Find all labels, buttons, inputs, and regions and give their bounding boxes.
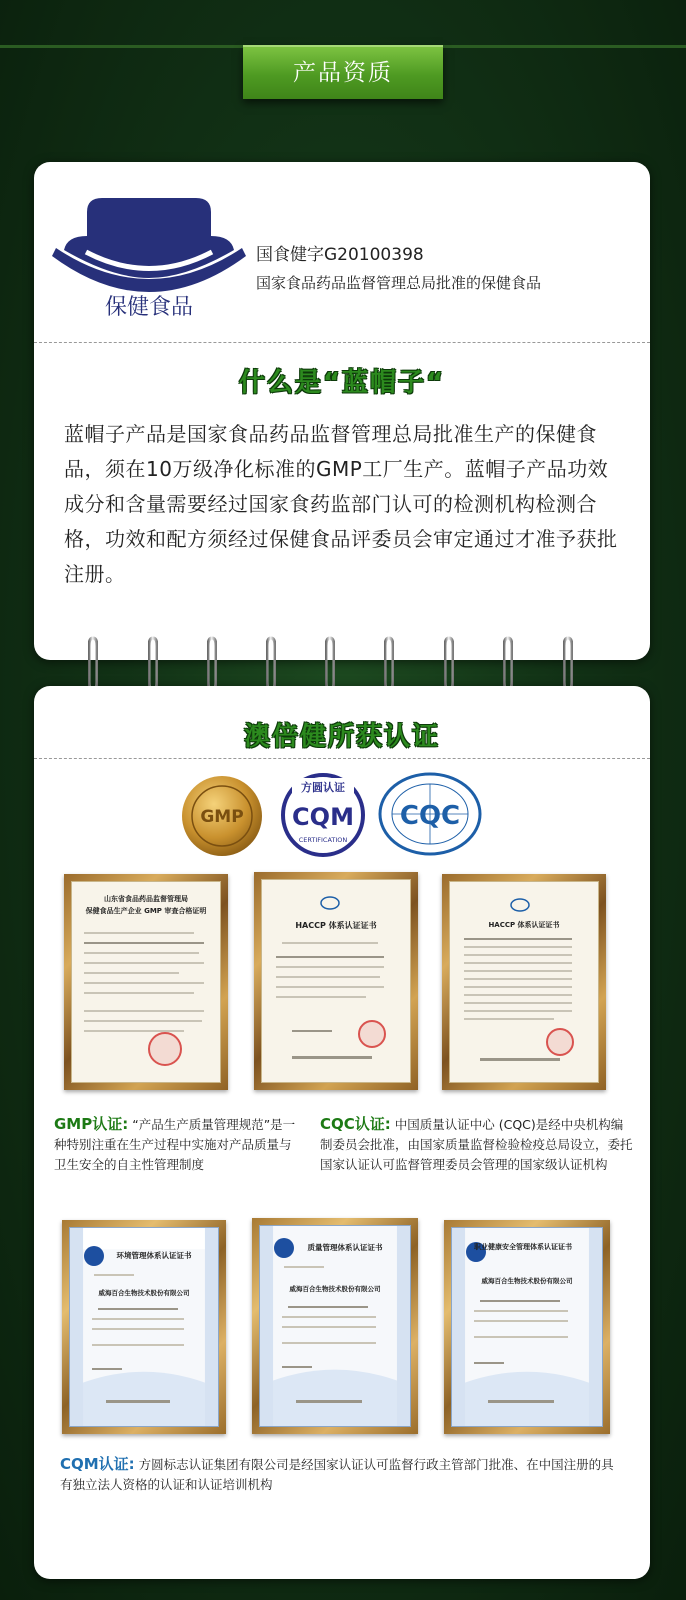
svg-text:CQC: CQC bbox=[399, 801, 461, 831]
cqc-badge-icon bbox=[378, 772, 482, 856]
cqm-badge-icon bbox=[278, 770, 368, 860]
binder-ring-icon bbox=[563, 636, 573, 692]
haccp-certificate-2: HACCP 体系认证证书 bbox=[442, 874, 606, 1090]
section-title-tab: 产品资质 bbox=[243, 45, 443, 99]
registration-number: 国食健字G20100398 bbox=[256, 245, 424, 265]
health-food-logo-icon bbox=[46, 190, 252, 322]
svg-text:CERTIFICATION: CERTIFICATION bbox=[298, 836, 348, 844]
binder-ring-icon bbox=[444, 636, 454, 692]
occupational-safety-certificate: 职业健康安全管理体系认证证书 威海百合生物技术股份有限公司 bbox=[444, 1220, 610, 1434]
svg-text:GMP: GMP bbox=[200, 807, 244, 827]
cqm-caption: CQM认证: 方圆标志认证集团有限公司是经国家认证认可监督行政主管部门批准、在中国注册的具有独立法人资格的认证和认证培训机构 bbox=[60, 1455, 614, 1492]
cqc-caption: CQC认证: 中国质量认证中心 (CQC)是经中央机构编制委员会批准，由国家质量监督检验检疫总局设立，委托国家认证认可监督管理委员会管理的国家级认证机构 bbox=[320, 1115, 633, 1172]
certification-card bbox=[34, 686, 650, 1579]
blue-hat-description: 蓝帽子产品是国家食品药品监督管理总局批准生产的保健食品，须在10万级净化标准的GMP工厂生产。蓝帽子产品功效成分和含量需要经过国家食药监部门认可的检测机构检测合格，功效和配方须经过保健食品评委员会审定通过才准予获批注册。 bbox=[64, 422, 618, 586]
blue-hat-heading: 什么是“蓝帽子“ bbox=[238, 368, 446, 398]
environmental-certificate: 环境管理体系认证证书 威海百合生物技术股份有限公司 bbox=[62, 1220, 226, 1434]
registration-description: 国家食品药品监督管理总局批准的保健食品 bbox=[256, 274, 542, 292]
quality-certificate: 质量管理体系认证证书 威海百合生物技术股份有限公司 bbox=[252, 1218, 418, 1434]
binder-ring-icon bbox=[148, 636, 158, 692]
binder-ring-icon bbox=[207, 636, 217, 692]
binder-ring-icon bbox=[266, 636, 276, 692]
blue-hat-card bbox=[34, 162, 650, 660]
gmp-certificate: 山东省食品药品监督管理局 保健食品生产企业 GMP 审查合格证明 bbox=[64, 874, 228, 1090]
svg-text:CQM: CQM bbox=[292, 803, 354, 831]
binder-ring-icon bbox=[503, 636, 513, 692]
divider bbox=[34, 758, 650, 759]
svg-text:方圆认证: 方圆认证 bbox=[301, 781, 345, 794]
divider bbox=[34, 342, 650, 343]
gmp-badge-icon bbox=[180, 774, 264, 858]
binder-ring-icon bbox=[88, 636, 98, 692]
certification-heading: 澳倍健所获认证 bbox=[243, 722, 440, 752]
binder-ring-icon bbox=[384, 636, 394, 692]
gmp-caption: GMP认证: “产品生产质量管理规范”是一种特别注重在生产过程中实施对产品质量与卫生安全的自主性管理制度 bbox=[54, 1115, 296, 1172]
svg-text:保健食品: 保健食品 bbox=[104, 295, 194, 320]
binder-ring-icon bbox=[325, 636, 335, 692]
haccp-certificate-1: HACCP 体系认证证书 bbox=[254, 872, 418, 1090]
